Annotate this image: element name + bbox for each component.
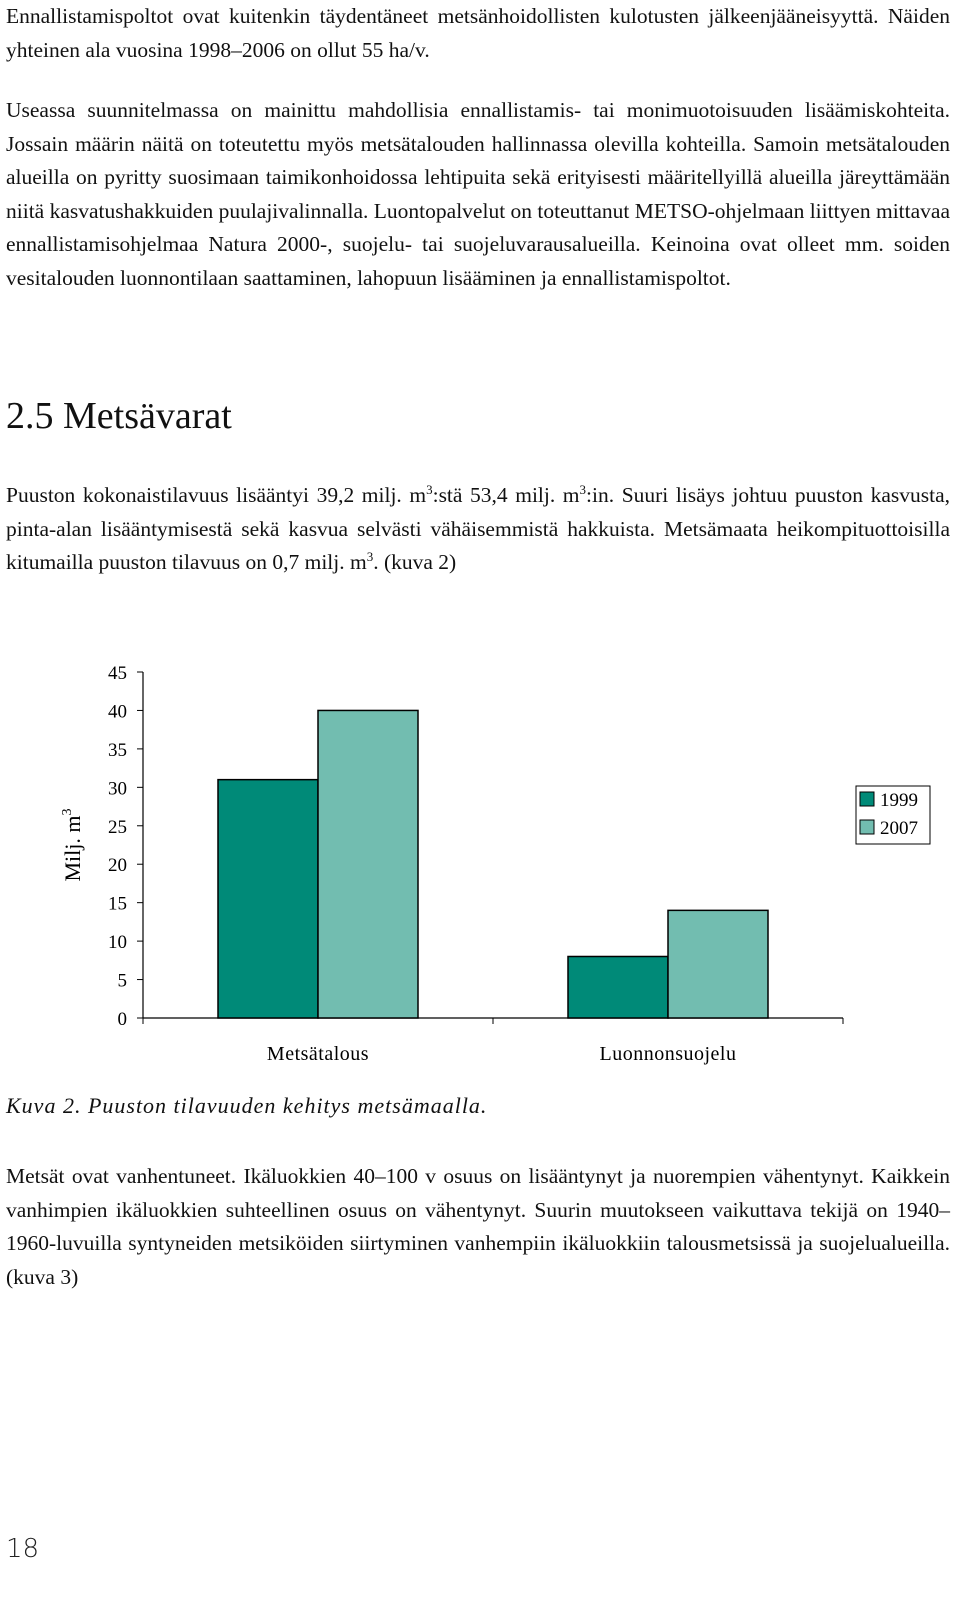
y-tick-label: 30 xyxy=(108,778,127,800)
y-tick-label: 20 xyxy=(108,855,127,877)
paragraph-1: Ennallistamispoltot ovat kuitenkin täydentäneet metsänhoidollisten kulotusten jälkeenjääneisyyttä. Näiden yhteinen ala vuosina 1998–2006 on ollut 55 ha/v. xyxy=(6,4,950,62)
paragraph-3-part-c: :in. Suuri lisäys johtuu puuston kasvusta, pinta-alan lisääntymisestä sekä kasvua selvästi vähäisemmistä hakkuista. Metsämaata heikompituottoisilla kitumailla puuston tilavuus on 0,7 milj. m xyxy=(6,483,950,574)
y-tick-label: 45 xyxy=(108,663,127,684)
figure-caption: Kuva 2. Puuston tilavuuden kehitys metsämaalla. xyxy=(6,1093,488,1118)
bar-1999-metsätalous xyxy=(218,780,318,1018)
y-tick-label: 15 xyxy=(108,893,127,915)
legend-swatch-2007 xyxy=(860,820,874,834)
paragraph-4: Metsät ovat vanhentuneet. Ikäluokkien 40–100 v osuus on lisääntynyt ja nuorempien vähentynyt. Kaikkein vanhimpien ikäluokkien suhteellinen osuus on vähentynyt. Suurin muutokseen vaikuttava tekijä on 1940–1960-luvuilla syntyneiden metsiköiden siirtyminen vanhempiin ikäluokkiin talousmetsissä ja suojelualueilla. (kuva 3) xyxy=(6,1164,950,1289)
paragraph-3 xyxy=(6,479,950,580)
bar-1999-luonnonsuojelu xyxy=(568,956,668,1018)
paragraph-3-part-a: Puuston kokonaistilavuus lisääntyi 39,2 milj. m xyxy=(6,483,427,507)
legend-swatch-1999 xyxy=(860,792,874,806)
page-number: 18 xyxy=(6,1534,40,1564)
y-tick-label: 40 xyxy=(108,701,127,723)
y-tick-label: 10 xyxy=(108,932,127,954)
y-axis-label: Milj. $m^3$ xyxy=(60,808,85,882)
volume-bar-chart xyxy=(0,640,960,1080)
superscript-3: 3 xyxy=(426,481,433,497)
y-tick-label: 35 xyxy=(108,739,127,761)
y-tick-label: 5 xyxy=(117,970,127,992)
paragraph-2: Useassa suunnitelmassa on mainittu mahdollisia ennallistamis- tai monimuotoisuuden lisäämiskohteita. Jossain määrin näitä on toteutettu myös metsätalouden hallinnassa olevilla kohteilla. Samoin metsätalouden alueilla on pyritty suosimaan taimikonhoidossa lehtipuita sekä erityisesti määritellyillä alueilla järeyttämään niitä kasvatushakkuiden puulajivalinnalla. Luontopalvelut on toteuttanut METSO-ohjelmaan liittyen mittavaa ennallistamisohjelmaa Natura 2000-, suojelu- tai suojeluvarausalueilla. Keinoina ovat olleet mm. soiden vesitalouden luonnontilaan saattaminen, lahopuun lisääminen ja ennallistamispoltot. xyxy=(6,98,950,290)
x-category-label: Luonnonsuojelu xyxy=(599,1043,737,1065)
legend-label-1999: 1999 xyxy=(880,790,918,811)
chart-legend xyxy=(856,786,930,844)
superscript-3: 3 xyxy=(579,481,587,497)
chart-bars xyxy=(218,710,768,1018)
paragraph-3-part-b: :stä 53,4 milj. m xyxy=(432,483,580,507)
section-heading: 2.5 Metsävarat xyxy=(6,395,232,437)
x-category-label: Metsätalous xyxy=(266,1043,370,1065)
y-tick-label: 25 xyxy=(108,816,127,838)
superscript-3: 3 xyxy=(366,548,374,564)
bar-2007-metsätalous xyxy=(318,710,418,1018)
bar-2007-luonnonsuojelu xyxy=(668,910,768,1018)
y-tick-label: 0 xyxy=(117,1009,127,1030)
legend-label-2007: 2007 xyxy=(880,818,918,839)
paragraph-3-part-d: . (kuva 2) xyxy=(373,550,457,574)
